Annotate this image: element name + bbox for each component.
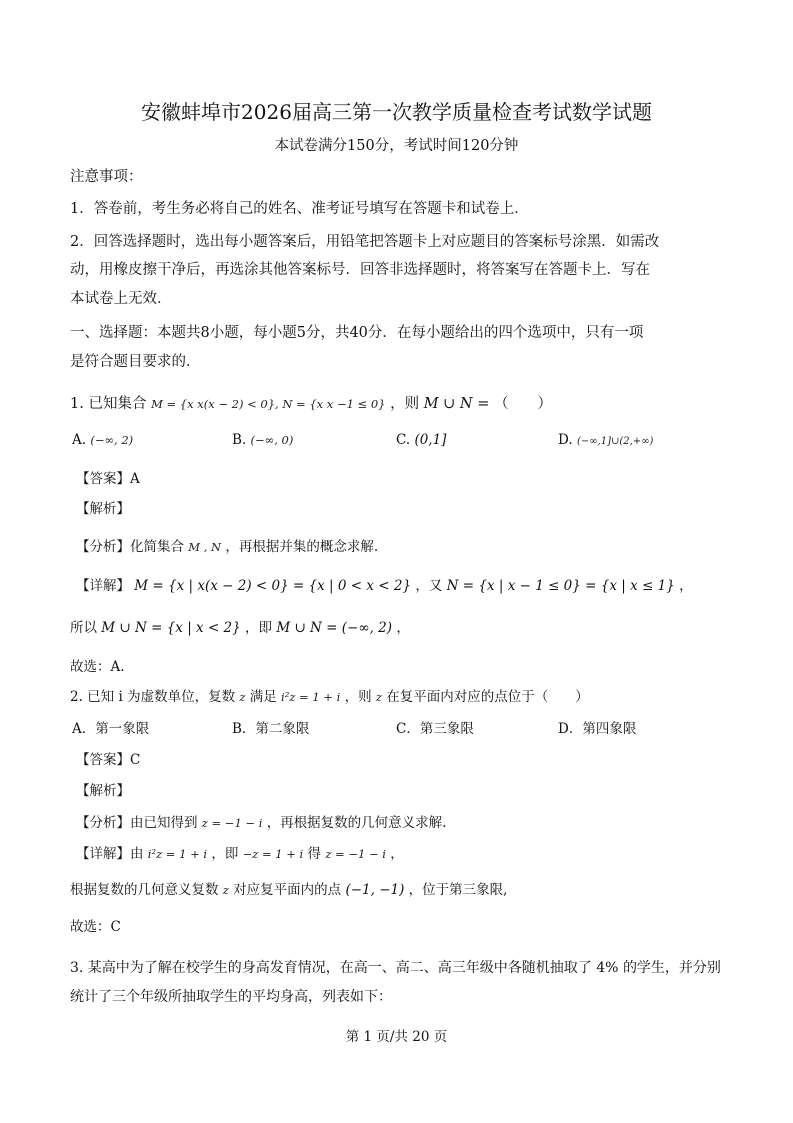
section-heading-line-2: 是符合题目要求的． (70, 354, 201, 370)
q1-answer: 【答案】A (76, 471, 140, 487)
q2-geometry (70, 879, 507, 901)
q2-detail (76, 843, 404, 865)
q2-stem (70, 686, 589, 708)
notes-heading: 注意事项： (70, 169, 143, 185)
q2-fenxi-equation: z = −1 − i (201, 816, 263, 830)
q2-answer: 【答案】C (76, 752, 141, 768)
q2-geometry-suffix: ，位于第三象限, (408, 882, 508, 898)
q1-stem (70, 393, 552, 415)
q1-fenxi-sets: M , N (188, 540, 222, 554)
q1-stem-mid: ，则 (390, 396, 420, 412)
q1-detail-mid: ，又 (415, 578, 443, 594)
q2-analysis-label: 【解析】 (76, 783, 130, 799)
q2-detail-mid1: ，即 (211, 846, 239, 862)
q1-option-a-label: A. (72, 432, 87, 448)
q2-option-b: B．第二象限 (232, 721, 310, 737)
q2-fenxi (76, 812, 446, 834)
q2-detail-end: ， (390, 846, 404, 862)
q1-option-d (558, 432, 653, 448)
q1-option-b-label: B. (232, 432, 247, 448)
q1-option-d-label: D. (558, 432, 573, 448)
q1-option-d-value: (−∞,1]∪(2,+∞) (576, 436, 654, 447)
q2-choice: 故选：C (70, 919, 121, 935)
q2-geometry-z: z (222, 883, 229, 897)
q1-detail-m: M = {x | x(x − 2) < 0} = {x | 0 < x < 2} (134, 578, 412, 594)
q1-conclusion-prefix: 所以 (70, 620, 97, 636)
q1-option-b-value: (−∞, 0) (250, 433, 294, 447)
q2-detail-eq1: i²z = 1 + i (147, 847, 208, 861)
q1-option-b (232, 432, 293, 448)
q1-fenxi-suffix: ，再根据并集的概念求解. (225, 539, 379, 555)
section-heading-line-1: 一、选择题：本题共8小题，每小题5分，共40分．在每小题给出的四个选项中，只有一项 (70, 325, 644, 341)
q1-detail (76, 575, 693, 597)
q1-union-expr: M ∪ N = (423, 396, 490, 412)
q2-stem-part2: 满足 (249, 689, 277, 705)
q3-stem-prefix: 3. 某高中为了解在校学生的身高发育情况，在高一、高二、高三年级中各随机抽取了 (70, 960, 592, 976)
note-2-line-3: 本试卷上无效． (70, 291, 172, 307)
note-2-line-2: 动，用橡皮擦干净后，再选涂其他答案标号．回答非选择题时，将答案写在答题卡上．写在 (70, 262, 650, 278)
q1-conclusion-end: ， (396, 620, 410, 636)
q2-geometry-point: (−1, −1) (345, 882, 405, 898)
q1-option-c (396, 432, 446, 448)
note-1: 1．答卷前，考生务必将自己的姓名、准考证号填写在答题卡和试卷上． (70, 201, 529, 217)
q1-conclusion-expr2: M ∪ N = (−∞, 2) (276, 620, 393, 636)
q2-stem-part4: 在复平面内对应的点位于（ ） (386, 689, 589, 705)
q1-stem-prefix: 1. 已知集合 (70, 396, 147, 412)
q1-option-c-value: (0,1] (414, 432, 447, 448)
q1-sets-formula: M = {x x(x − 2) < 0}, N = {x x −1 ≤ 0} (151, 397, 386, 411)
q1-conclusion-mid: ，即 (245, 620, 273, 636)
q1-choice: 故选：A. (70, 659, 125, 675)
q1-detail-prefix: 【详解】 (76, 578, 130, 594)
q1-option-c-label: C. (396, 432, 411, 448)
note-2-line-1: 2．回答选择题时，选出每小题答案后，用铅笔把答题卡上对应题目的答案标号涂黑．如需改 (70, 234, 660, 250)
q2-stem-z2: z (375, 690, 382, 704)
q2-geometry-prefix: 根据复数的几何意义复数 (70, 882, 219, 898)
q2-stem-equation: i²z = 1 + i (281, 690, 341, 704)
q2-option-a: A．第一象限 (72, 721, 150, 737)
q1-option-a-value: (−∞, 2) (90, 433, 134, 447)
q2-fenxi-suffix: ，再根据复数的几何意义求解. (266, 815, 447, 831)
page-footer: 第 1 页/共 20 页 (345, 1029, 448, 1045)
q2-geometry-mid: 对应复平面内的点 (233, 882, 342, 898)
q2-option-c: C．第三象限 (396, 721, 474, 737)
exam-info: 本试卷满分150分，考试时间120分钟 (274, 138, 519, 154)
q2-fenxi-prefix: 【分析】由已知得到 (76, 815, 198, 831)
q1-paren: （ ） (493, 396, 552, 412)
page-title: 安徽蚌埠市2026届高三第一次教学质量检查考试数学试题 (141, 100, 652, 124)
q1-detail-n: N = {x | x − 1 ≤ 0} = {x | x ≤ 1} (446, 578, 675, 594)
q2-stem-part3: ，则 (344, 689, 372, 705)
q1-conclusion-expr1: M ∪ N = {x | x < 2} (101, 620, 241, 636)
q3-stem-line-2: 统计了三个年级所抽取学生的平均身高，列表如下： (70, 989, 392, 1005)
q1-option-a (72, 432, 133, 448)
q2-detail-eq3: z = −1 − i (325, 847, 386, 861)
q1-detail-end: ， (679, 578, 693, 594)
q2-detail-eq2: −z = 1 + i (242, 847, 304, 861)
q1-analysis-label: 【解析】 (76, 501, 130, 517)
q3-percentage: 4% (596, 960, 619, 976)
q2-stem-part1: 2. 已知 i 为虚数单位，复数 (70, 689, 236, 705)
q3-stem-line-1 (70, 957, 721, 979)
q2-detail-prefix: 【详解】由 (76, 846, 144, 862)
q2-stem-z: z (239, 690, 246, 704)
q1-fenxi (76, 536, 378, 558)
q2-option-d: D．第四象限 (558, 721, 637, 737)
q2-detail-mid2: 得 (307, 846, 322, 862)
q1-fenxi-prefix: 【分析】化简集合 (76, 539, 184, 555)
q1-conclusion (70, 617, 410, 639)
q3-stem-suffix: 的学生，并分别 (622, 960, 721, 976)
